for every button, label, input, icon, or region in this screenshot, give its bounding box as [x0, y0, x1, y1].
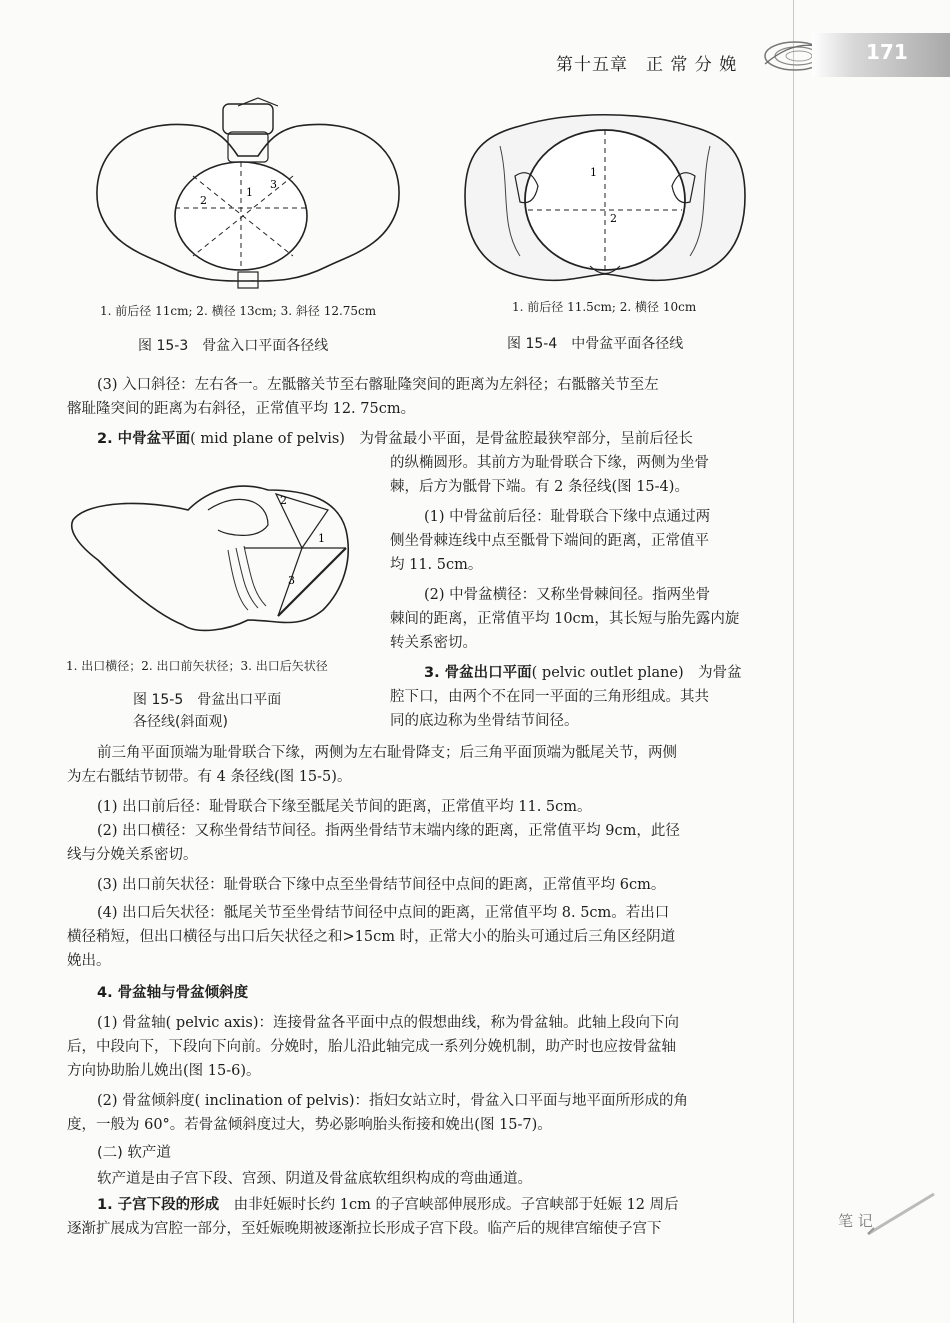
- fig4-caption: 图 15-4 中骨盆平面各径线: [507, 336, 684, 352]
- section-2-title: 2. 中骨盆平面: [97, 431, 191, 447]
- subsection-soft-birth-canal: (二) 软产道: [97, 1145, 171, 1161]
- text-line: (3) 出口前矢状径：耻骨联合下缘中点至坐骨结节间径中点间的距离，正常值平均 6cm。: [97, 877, 666, 893]
- margin-rule: [793, 0, 794, 1323]
- text-line: 侧坐骨棘连线中点至骶骨下端间的距离，正常值平: [390, 533, 709, 549]
- fig5-label-1: 1: [318, 532, 325, 545]
- fig3-label-2: 2: [200, 194, 207, 207]
- section-3-rest: ( pelvic outlet plane) 为骨盆: [531, 665, 742, 681]
- text-line: (1) 骨盆轴( pelvic axis)：连接骨盆各平面中点的假想曲线，称为骨盆轴。此轴上段向下向: [97, 1015, 680, 1031]
- section-2-rest: ( mid plane of pelvis) 为骨盆最小平面，是骨盆腔最狭窄部分，呈前后径长: [190, 431, 693, 447]
- pen-icon: [860, 1190, 940, 1240]
- fig4-legend: 1. 前后径 11.5cm; 2. 横径 10cm: [512, 300, 697, 314]
- text-line: (4) 出口后矢状径：骶尾关节至坐骨结节间径中点间的距离，正常值平均 8. 5cm。若出口: [97, 905, 670, 921]
- section-lower-uterine-rest: 由非妊娠时长约 1cm 的子宫峡部伸展形成。子宫峡部于妊娠 12 周后: [219, 1197, 679, 1213]
- fig5-label-2: 2: [280, 494, 287, 507]
- text-line: 后，中段向下，下段向下向前。分娩时，胎儿沿此轴完成一系列分娩机制，助产时也应按骨盆轴: [67, 1039, 676, 1055]
- text-line: 方向协助胎儿娩出(图 15-6)。: [67, 1063, 261, 1079]
- fig3-legend: 1. 前后径 11cm; 2. 横径 13cm; 3. 斜径 12.75cm: [100, 304, 377, 318]
- text-line: 棘间的距离，正常值平均 10cm，其长短与胎先露内旋: [390, 611, 740, 627]
- text-line: 度，一般为 60°。若骨盆倾斜度过大，势必影响胎头衔接和娩出(图 15-7)。: [67, 1117, 552, 1133]
- text-line: 逐渐扩展成为宫腔一部分，至妊娠晚期被逐渐拉长形成子宫下段。临产后的规律宫缩使子宫下: [67, 1221, 662, 1237]
- text-line: (1) 中骨盆前后径：耻骨联合下缘中点通过两: [424, 509, 711, 525]
- fig5-label-3: 3: [288, 574, 295, 587]
- fig3-label-3: 3: [270, 178, 277, 191]
- text-line: 为左右骶结节韧带。有 4 条径线(图 15-5)。: [67, 769, 352, 785]
- fig5-legend: 1. 出口横径；2. 出口前矢状径；3. 出口后矢状径: [66, 659, 328, 673]
- page-number: 171: [866, 40, 908, 64]
- text-line: 的纵椭圆形。其前方为耻骨联合下缘，两侧为坐骨: [390, 455, 709, 471]
- fig5-caption-line2: 各径线(斜面观): [133, 714, 228, 730]
- text-line: 横径稍短，但出口横径与出口后矢状径之和>15cm 时，正常大小的胎头可通过后三角区经阴道: [67, 929, 676, 945]
- chapter-title: 第十五章 正 常 分 娩: [556, 55, 738, 75]
- text-line: 同的底边称为坐骨结节间径。: [390, 713, 579, 729]
- text-line: (1) 出口前后径：耻骨联合下缘至骶尾关节间的距离，正常值平均 11. 5cm。: [97, 799, 592, 815]
- text-line: (2) 中骨盆横径：又称坐骨棘间径。指两坐骨: [424, 587, 711, 603]
- text-line: (2) 骨盆倾斜度( inclination of pelvis)：指妇女站立时，骨盆入口平面与地平面所形成的角: [97, 1093, 689, 1109]
- notes-label: 笔 记: [838, 1212, 873, 1230]
- text-line: 腔下口，由两个不在同一平面的三角形组成。其共: [390, 689, 709, 705]
- text-line: 均 11. 5cm。: [390, 557, 483, 573]
- fig4-label-1: 1: [590, 166, 597, 179]
- figure-15-5-pelvic-outlet: [68, 470, 368, 650]
- text-line: 棘，后方为骶骨下端。有 2 条径线(图 15-4)。: [390, 479, 689, 495]
- figure-15-4-mid-pelvis: [460, 106, 750, 292]
- text-line: 前三角平面顶端为耻骨联合下缘，两侧为左右耻骨降支；后三角平面顶端为骶尾关节，两侧: [97, 745, 677, 761]
- section-2-heading: [97, 428, 693, 450]
- text-line: 线与分娩关系密切。: [67, 847, 198, 863]
- figure-15-3-pelvic-inlet: [88, 96, 408, 296]
- section-3-title: 3. 骨盆出口平面: [424, 665, 532, 681]
- text-line: 转关系密切。: [390, 635, 477, 651]
- fig5-caption-line1: 图 15-5 骨盆出口平面: [133, 692, 282, 708]
- text-line: 髂耻隆突间的距离为右斜径，正常值平均 12. 75cm。: [67, 401, 416, 417]
- fig3-caption: 图 15-3 骨盆入口平面各径线: [138, 338, 329, 354]
- text-line: 软产道是由子宫下段、宫颈、阴道及骨盆底软组织构成的弯曲通道。: [97, 1171, 532, 1187]
- fig3-label-1: 1: [246, 186, 253, 199]
- section-lower-uterine-title: 1. 子宫下段的形成: [97, 1197, 220, 1213]
- text-line: 娩出。: [67, 953, 111, 969]
- fig4-label-2: 2: [610, 212, 617, 225]
- section-3-heading: [424, 662, 742, 684]
- text-line: (3) 入口斜径：左右各一。左骶髂关节至右髂耻隆突间的距离为左斜径；右骶髂关节至左: [97, 377, 659, 393]
- text-line: (2) 出口横径：又称坐骨结节间径。指两坐骨结节末端内缘的距离，正常值平均 9cm，此径: [97, 823, 680, 839]
- section-lower-uterine-heading: [97, 1194, 679, 1216]
- section-4-heading: 4. 骨盆轴与骨盆倾斜度: [97, 985, 249, 1001]
